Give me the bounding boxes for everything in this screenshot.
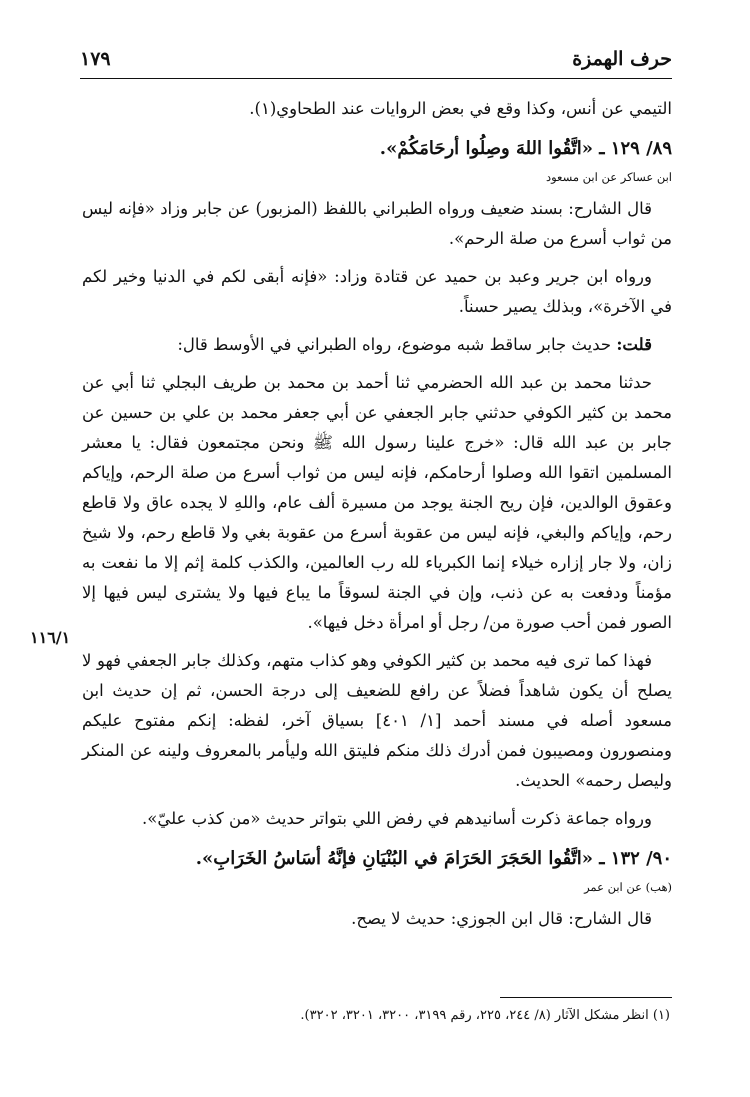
qult-paragraph	[82, 330, 672, 360]
commentary-paragraph: فهذا كما ترى فيه محمد بن كثير الكوفي وهو كذاب متهم، وكذلك جابر الجعفي فهو لا يصلح أن يكون شاهداً فضلاً عن رافع للضعيف إلى درجة الحسن، ثم إن حديث ابن مسعود أصله في مسند أحمد [١/ ٤٠١] بسياق آخر، لفظه: إنكم مفتوح عليكم ومنصورون ومصيبون فمن أدرك ذلك منكم فليتق الله وليأمر بالمعروف ولينه عن المنكر وليصل رحمه» الحديث.	[82, 651, 673, 790]
isnad-paragraph: حدثنا محمد بن عبد الله الحضرمي ثنا أحمد بن محمد بن طريف البجلي ثنا أبي عن محمد بن كثير الكوفي حدثني جابر الجعفي عن أبي جعفر محمد بن علي بن حسين عن جابر بن عبد الله قال: «خرج علينا رسول الله ﷺ ونحن مجتمعون فقال: يا معشر المسلمين اتقوا الله وصلوا أرحامكم، فإنه ليس من ثواب أسرع من صلة الرحم، وإياكم وعقوق الوالدين، فإن ريح الجنة يوجد من مسيرة ألف عام، واللهِ لا يجده عاق ولا قاطع رحم، وإياكم والبغي، فإنه ليس من عقوبة أسرع من عقوبة بغي ولا قاطع رحم، ولا شيخ زان، ولا جار إزاره خيلاء إنما الكبرياء لله رب العالمين، والكذب كلمة إثم إلا ما نفعت به مؤمناً ودفعت به عن ذنب، وإن في الجنة لسوقاً ما يباع فيها ولا يشترى ليس فيها إلا الصور فمن أحب صورة من/ رجل أو امرأة دخل فيها».	[82, 373, 672, 632]
commentary-paragraph: قال الشارح: بسند ضعيف ورواه الطبراني باللفظ (المزبور) عن جابر وزاد «فإنه ليس من ثواب أسرع من صلة الرحم».	[82, 199, 672, 248]
main-text	[82, 94, 672, 934]
footnote-divider	[500, 997, 672, 998]
hadith-heading-129: ٨٩/ ١٢٩ ـ «اتَّقُوا اللهَ وصِلُوا أرحَامَكُمْ».	[379, 138, 672, 159]
margin-reference: ١١٦/١	[30, 628, 71, 647]
qult-text: حديث جابر ساقط شبه موضوع، رواه الطبراني في الأوسط قال:	[177, 335, 612, 354]
chapter-title: حرف الهمزة	[572, 48, 672, 70]
commentary-paragraph: ورواه ابن جرير وعبد بن حميد عن قتادة وزاد: «فإنه أبقى لكم في الدنيا وخير لكم في الآخرة»، وبذلك يصير حسناً.	[82, 267, 672, 316]
paragraph-continuation: التيمي عن أنس، وكذا وقع في بعض الروايات عند الطحاوي(١).	[249, 99, 672, 118]
footnote: (١) انظر مشكل الآثار (٨/ ٢٤٤، ٢٢٥، رقم ٣١٩٩، ٣٢٠٠، ٣٢٠١، ٣٢٠٢).	[300, 1008, 670, 1023]
qult-label: قلت:	[616, 335, 652, 354]
hadith-heading-132: ٩٠/ ١٣٢ ـ «اتَّقُوا الحَجَرَ الحَرَامَ في البُنْيَانِ فإنَّهُ أسَاسُ الخَرَابِ».	[195, 848, 672, 869]
hadith-source-132: (هب) عن ابن عمر	[584, 880, 672, 894]
commentary-paragraph: ورواه جماعة ذكرت أسانيدهم في رفض اللي بتواتر حديث «من كذب عليّ».	[142, 809, 652, 828]
hadith-source-129: ابن عساكر عن ابن مسعود	[545, 170, 672, 184]
running-header	[80, 48, 672, 79]
commentary-paragraph: قال الشارح: قال ابن الجوزي: حديث لا يصح.	[351, 909, 652, 928]
page-number: ١٧٩	[80, 48, 111, 70]
